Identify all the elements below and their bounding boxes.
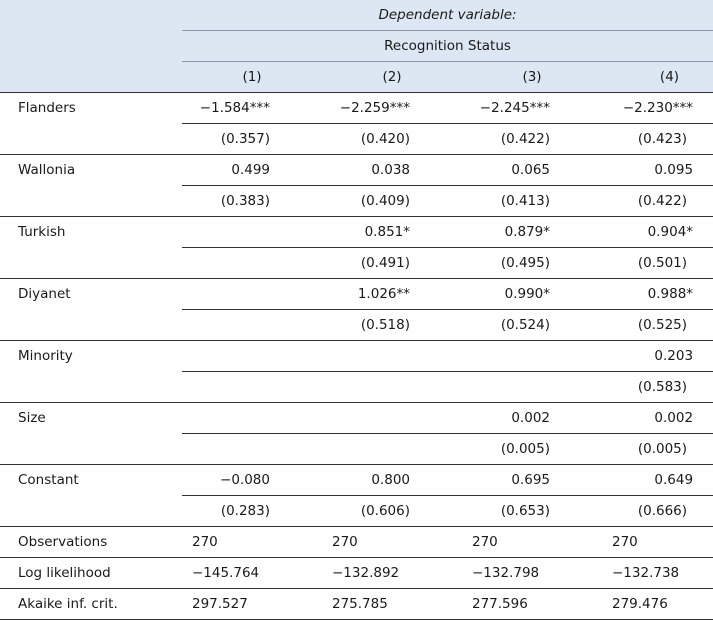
coefficient-cell — [182, 341, 322, 372]
coefficient-cell: 0.499 — [182, 155, 322, 186]
column-header: (1) — [182, 62, 322, 93]
table-row — [0, 434, 713, 465]
standard-error-cell — [182, 310, 322, 341]
standard-error-cell: (0.525) — [602, 310, 713, 341]
table-row — [0, 155, 713, 186]
stat-value: −132.798 — [462, 558, 602, 589]
standard-error-cell — [182, 372, 322, 403]
coefficient-cell: 0.988* — [602, 279, 713, 310]
header-row-name — [0, 31, 713, 62]
coefficient-cell: 0.800 — [322, 465, 462, 496]
table-row — [0, 279, 713, 310]
stat-value: 270 — [462, 527, 602, 558]
standard-error-cell: (0.409) — [322, 186, 462, 217]
table-row — [0, 186, 713, 217]
stat-row — [0, 558, 713, 589]
table-row — [0, 496, 713, 527]
standard-error-cell: (0.357) — [182, 124, 322, 155]
table-row — [0, 248, 713, 279]
column-header: (2) — [322, 62, 462, 93]
row-label: Diyanet — [18, 286, 71, 303]
standard-error-cell: (0.583) — [602, 372, 713, 403]
standard-error-cell: (0.666) — [602, 496, 713, 527]
standard-error-cell: (0.413) — [462, 186, 602, 217]
coefficient-cell — [182, 217, 322, 248]
standard-error-cell: (0.383) — [182, 186, 322, 217]
standard-error-cell: (0.422) — [462, 124, 602, 155]
coefficient-cell: 0.851* — [322, 217, 462, 248]
table-row — [0, 93, 713, 124]
standard-error-cell: (0.420) — [322, 124, 462, 155]
row-label: Turkish — [18, 224, 66, 241]
stat-label: Akaike inf. crit. — [0, 589, 182, 620]
table-row — [0, 372, 713, 403]
standard-error-cell — [322, 434, 462, 465]
standard-error-cell — [182, 434, 322, 465]
standard-error-cell — [462, 372, 602, 403]
coefficient-cell: −0.080 — [182, 465, 322, 496]
row-label: Wallonia — [18, 162, 76, 179]
standard-error-cell: (0.005) — [462, 434, 602, 465]
standard-error-cell: (0.501) — [602, 248, 713, 279]
standard-error-cell — [182, 248, 322, 279]
coefficient-cell: 0.649 — [602, 465, 713, 496]
stat-value: 297.527 — [182, 589, 322, 620]
dependent-variable-name: Recognition Status — [182, 31, 713, 62]
coefficient-cell: 0.095 — [602, 155, 713, 186]
header-row-columns — [0, 62, 713, 93]
standard-error-cell: (0.495) — [462, 248, 602, 279]
row-label: Minority — [18, 348, 73, 365]
header-row-dependent — [0, 0, 713, 31]
coefficient-cell: 0.879* — [462, 217, 602, 248]
dependent-variable-label: Dependent variable: — [182, 0, 713, 31]
stat-row — [0, 589, 713, 620]
stat-value: −132.738 — [602, 558, 713, 589]
stat-value: −145.764 — [182, 558, 322, 589]
standard-error-cell: (0.518) — [322, 310, 462, 341]
table-row — [0, 124, 713, 155]
coefficient-cell: 0.904* — [602, 217, 713, 248]
table-row — [0, 341, 713, 372]
coefficient-cell: 0.002 — [602, 403, 713, 434]
coefficient-cell: −2.245*** — [462, 93, 602, 124]
coefficient-cell: 0.065 — [462, 155, 602, 186]
coefficient-cell: 0.695 — [462, 465, 602, 496]
coefficient-cell: 0.002 — [462, 403, 602, 434]
stat-row — [0, 527, 713, 558]
table-row — [0, 310, 713, 341]
coefficient-cell: 0.990* — [462, 279, 602, 310]
column-header: (4) — [602, 62, 713, 93]
coefficient-cell: 1.026** — [322, 279, 462, 310]
standard-error-cell: (0.491) — [322, 248, 462, 279]
standard-error-cell: (0.653) — [462, 496, 602, 527]
coefficient-cell: 0.038 — [322, 155, 462, 186]
table-row — [0, 217, 713, 248]
row-label: Size — [18, 410, 46, 427]
stat-value: 275.785 — [322, 589, 462, 620]
standard-error-cell: (0.423) — [602, 124, 713, 155]
stat-value: 270 — [182, 527, 322, 558]
coefficient-cell — [322, 341, 462, 372]
table-row — [0, 465, 713, 496]
stat-value: 270 — [322, 527, 462, 558]
stat-value: 279.476 — [602, 589, 713, 620]
coefficient-cell: −2.230*** — [602, 93, 713, 124]
row-label: Flanders — [18, 100, 76, 117]
coefficient-cell: −2.259*** — [322, 93, 462, 124]
standard-error-cell: (0.283) — [182, 496, 322, 527]
stat-value: −132.892 — [322, 558, 462, 589]
coefficient-cell: −1.584*** — [182, 93, 322, 124]
standard-error-cell: (0.422) — [602, 186, 713, 217]
stat-value: 270 — [602, 527, 713, 558]
column-header: (3) — [462, 62, 602, 93]
stat-label: Log likelihood — [0, 558, 182, 589]
coefficient-cell — [462, 341, 602, 372]
standard-error-cell: (0.005) — [602, 434, 713, 465]
standard-error-cell — [322, 372, 462, 403]
table-row — [0, 403, 713, 434]
coefficient-cell — [182, 403, 322, 434]
standard-error-cell: (0.606) — [322, 496, 462, 527]
coefficient-cell — [182, 279, 322, 310]
standard-error-cell: (0.524) — [462, 310, 602, 341]
row-label: Constant — [18, 472, 79, 489]
stat-value: 277.596 — [462, 589, 602, 620]
coefficient-cell — [322, 403, 462, 434]
coefficient-cell: 0.203 — [602, 341, 713, 372]
stat-label: Observations — [0, 527, 182, 558]
